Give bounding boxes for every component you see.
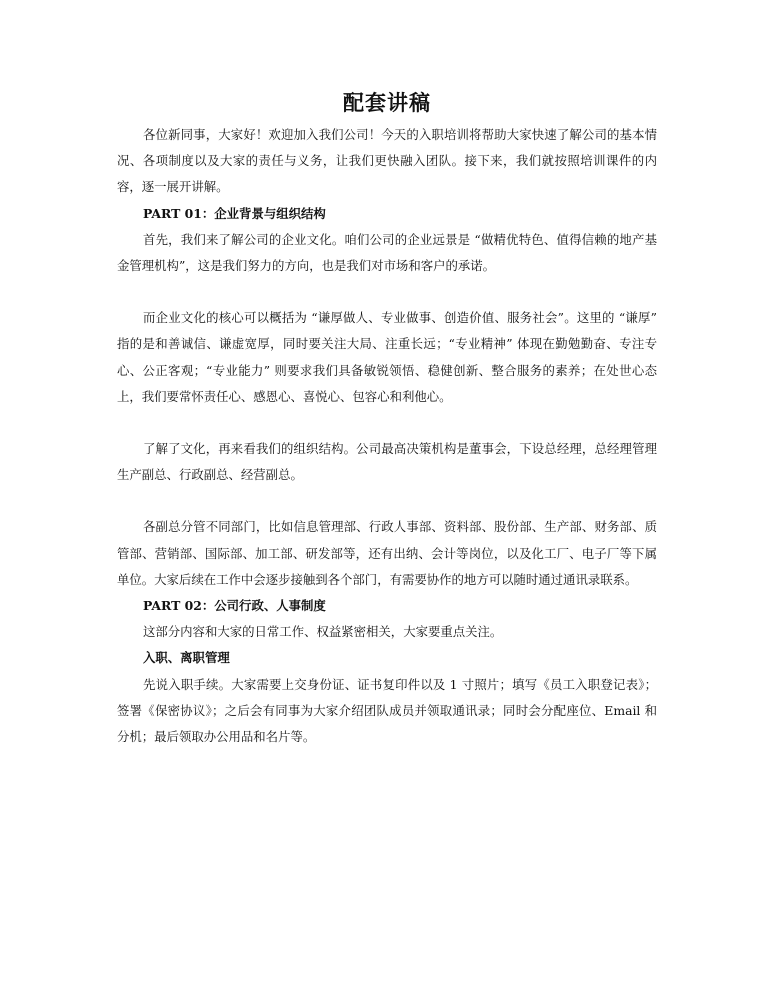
part1-heading: PART 01：企业背景与组织结构 bbox=[143, 205, 326, 221]
onboarding-paragraph: 先说入职手续。大家需要上交身份证、证书复印件以及 1 寸照片；填写《员工入职登记表》；签署《保密协议》；之后会有同事为大家介绍团队成员并领取通讯录；同时会分配座位、Email 和分机；最后领取办公用品和名片等。 bbox=[117, 676, 657, 745]
part2-intro-paragraph: 这部分内容和大家的日常工作、权益紧密相关，大家要重点关注。 bbox=[143, 624, 503, 640]
document-page bbox=[117, 88, 657, 750]
culture-vision-paragraph: 首先，我们来了解公司的企业文化。咱们公司的企业远景是 “做精优特色、值得信赖的地产基金管理机构”，这是我们努力的方向，也是我们对市场和客户的承诺。 bbox=[117, 231, 657, 274]
culture-core-paragraph: 而企业文化的核心可以概括为 “谦厚做人、专业做事、创造价值、服务社会”。这里的 “谦厚” 指的是和善诚信、谦虚宽厚，同时要关注大局、注重长远；“专业精神” 体现在勤勉勤奋、专注专心、公正客观；“专业能力” 则要求我们具备敏锐领悟、稳健创新、整合服务的素养；在处世心态上，我们要常怀责任心、感恩心、喜悦心、包容心和利他心。 bbox=[117, 310, 657, 404]
org-structure-paragraph: 了解了文化，再来看我们的组织结构。公司最高决策机构是董事会，下设总经理，总经理管理生产副总、行政副总、经营副总。 bbox=[117, 441, 657, 483]
paragraph-gap bbox=[117, 279, 657, 305]
document-title: 配套讲稿 bbox=[343, 90, 431, 115]
departments-paragraph: 各副总分管不同部门，比如信息管理部、行政人事部、资料部、股份部、生产部、财务部、质管部、营销部、国际部、加工部、研发部等，还有出纳、会计等岗位，以及化工厂、电子厂等下属单位。大家后续在工作中会逐步接触到各个部门，有需要协作的地方可以随时通过通讯录联系。 bbox=[117, 519, 657, 587]
paragraph-gap bbox=[117, 488, 657, 514]
paragraph-gap bbox=[117, 410, 657, 436]
part2-heading: PART 02：公司行政、人事制度 bbox=[143, 598, 326, 614]
onboarding-subheading: 入职、离职管理 bbox=[143, 650, 230, 666]
intro-paragraph: 各位新同事，大家好！欢迎加入我们公司！今天的入职培训将帮助大家快速了解公司的基本情况、各项制度以及大家的责任与义务，让我们更快融入团队。接下来，我们就按照培训课件的内容，逐一展开讲解。 bbox=[117, 127, 657, 195]
